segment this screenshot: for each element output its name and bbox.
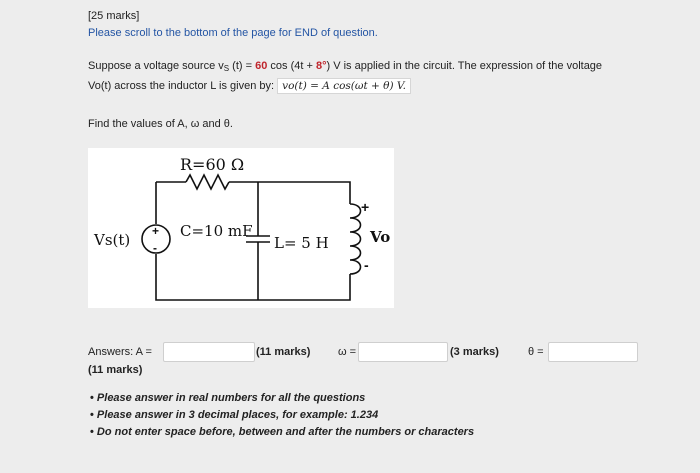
question-marks: [25 marks]: [88, 10, 140, 22]
circuit-diagram: [88, 148, 394, 308]
q-text-c: cos (4t +: [267, 60, 316, 72]
answer-omega-input[interactable]: [358, 342, 448, 362]
answer-a-input[interactable]: [163, 342, 255, 362]
capacitor-label: C=10 mF: [180, 222, 253, 240]
q-text-e: Vo(t) across the inductor L is given by:: [88, 80, 278, 92]
q-text-b: (t) =: [229, 60, 256, 72]
question-line-2: [88, 80, 411, 92]
q-text-a: Suppose a voltage source v: [88, 60, 224, 72]
q-text-d: ) V is applied in the circuit. The expression of the voltage: [326, 60, 603, 72]
a-marks: (11 marks): [256, 346, 311, 358]
source-label: Vs(t): [94, 231, 131, 249]
scroll-instruction: Please scroll to the bottom of the page for END of question.: [88, 27, 378, 39]
answers-label: Answers: A =: [88, 346, 152, 358]
source-plus: +: [152, 224, 160, 238]
output-plus: +: [361, 199, 370, 215]
find-instruction: Find the values of A, ω and θ.: [88, 118, 233, 130]
omega-marks: (3 marks): [450, 346, 499, 358]
resistor-label: R=60 Ω: [180, 155, 245, 174]
theta-label: θ =: [528, 346, 544, 358]
note-item: • Do not enter space before, between and after the numbers or characters: [90, 424, 474, 441]
notes-list: [90, 390, 474, 441]
output-minus: -: [364, 257, 369, 273]
inductor-label: L= 5 H: [274, 234, 329, 252]
note-item: • Please answer in real numbers for all the questions: [90, 390, 474, 407]
amplitude-value: 60: [255, 60, 268, 72]
phase-value: 8°: [315, 60, 327, 72]
theta-marks: (11 marks): [88, 364, 143, 376]
voltage-expression: vo(t) = A cos(ωt + θ) V.: [277, 78, 411, 94]
source-minus: -: [153, 241, 157, 255]
output-label: Vo: [370, 228, 391, 246]
note-item: • Please answer in 3 decimal places, for example: 1.234: [90, 407, 474, 424]
answer-theta-input[interactable]: [548, 342, 638, 362]
q-sub: S: [223, 64, 230, 73]
omega-label: ω =: [338, 346, 357, 358]
question-line-1: [88, 60, 602, 73]
